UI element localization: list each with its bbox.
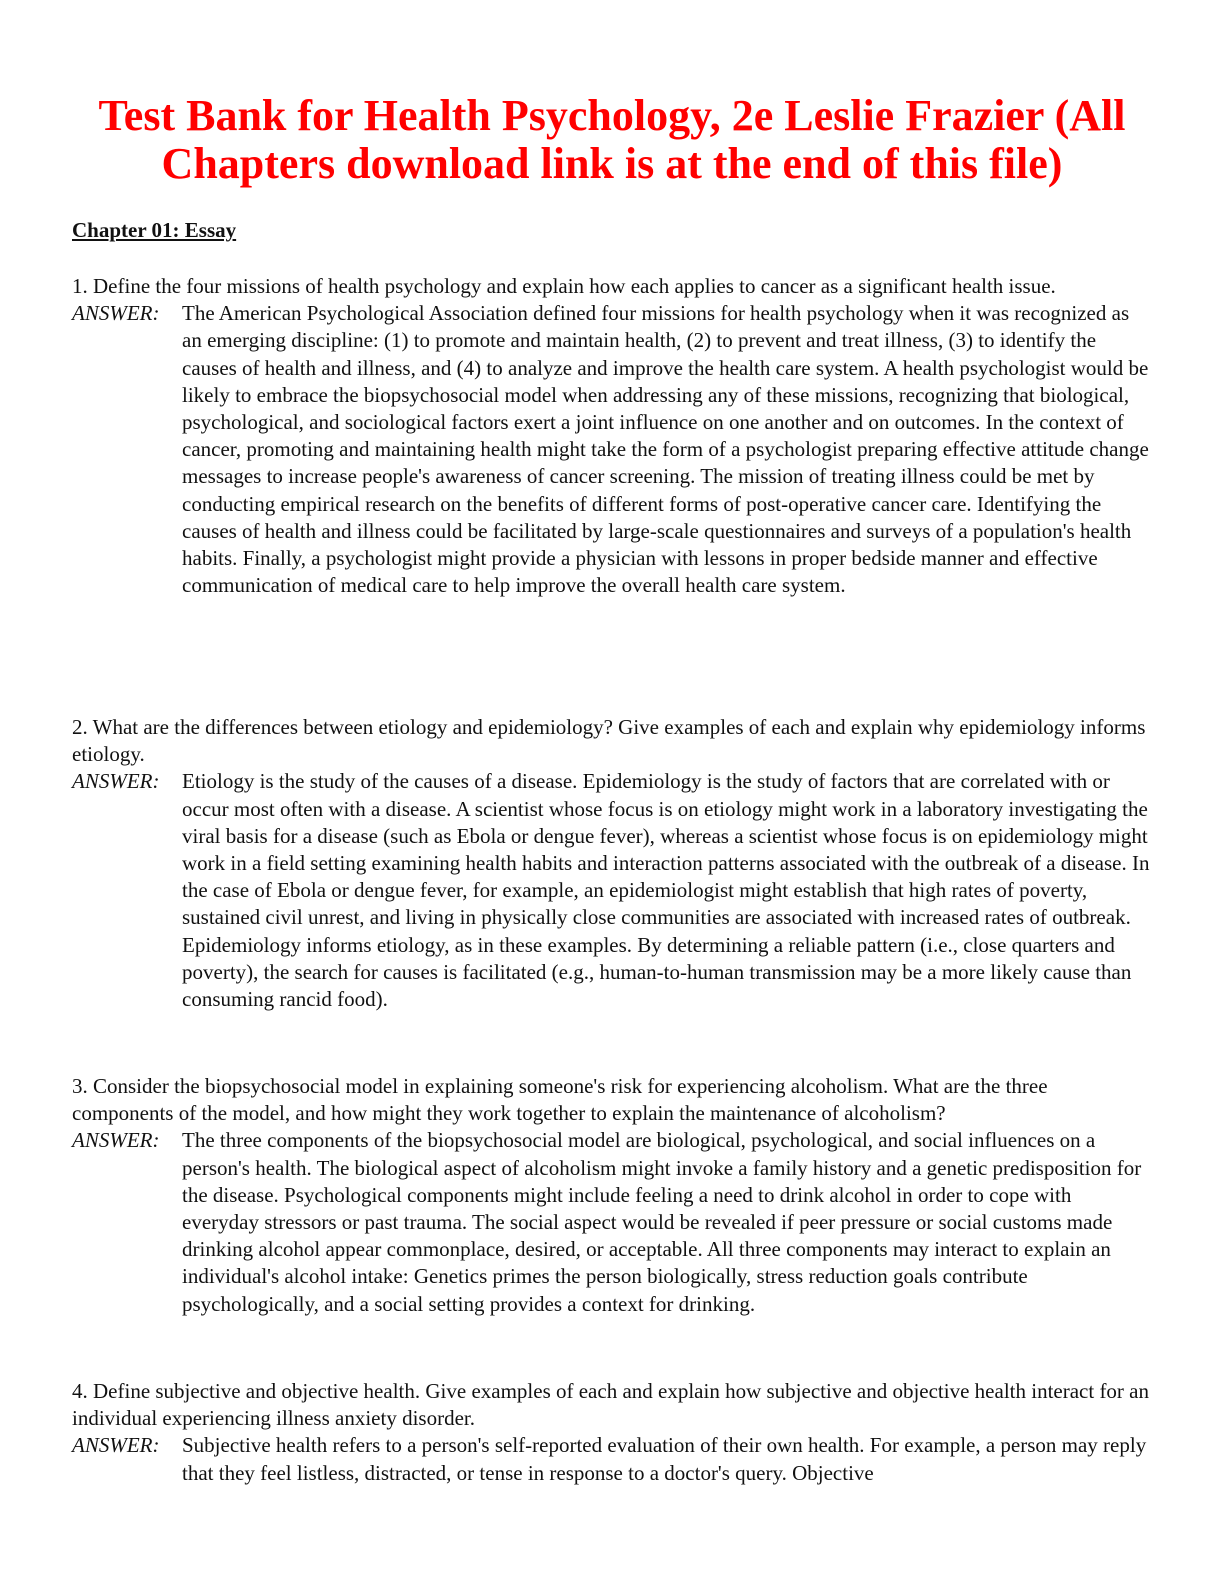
answer-label: ANSWER: [72, 1128, 160, 1153]
answer-block [72, 1127, 1152, 1317]
answer-block [72, 768, 1152, 1013]
question-text: 3. Consider the biopsychosocial model in explaining someone's risk for experiencing alcoholism. What are the three components of the model, and how might they work together to explain the maintenance of alcoholism? [72, 1074, 1048, 1126]
answer-label: ANSWER: [72, 1433, 160, 1458]
question-block-1 [72, 273, 1152, 599]
question-block-2 [72, 714, 1152, 1013]
chapter-heading: Chapter 01: Essay [72, 218, 237, 242]
question-text: 2. What are the differences between etiology and epidemiology? Give examples of each and explain why epidemiology informs etiology. [72, 715, 1146, 767]
answer-block [72, 1432, 1152, 1486]
answer-label: ANSWER: [72, 769, 160, 794]
question-block-3 [72, 1073, 1152, 1318]
question-text: 4. Define subjective and objective health. Give examples of each and explain how subjective and objective health interact for an individual experiencing illness anxiety disorder. [72, 1379, 1149, 1431]
document-title: Test Bank for Health Psychology, 2e Leslie Frazier (All Chapters download link is at the end of this file) [98, 91, 1126, 188]
answer-label: ANSWER: [72, 301, 160, 326]
question-text: 1. Define the four missions of health psychology and explain how each applies to cancer as a significant health issue. [72, 274, 1056, 298]
answer-text: Etiology is the study of the causes of a disease. Epidemiology is the study of factors that are correlated with or occur most often with a disease. A scientist whose focus is on etiology might work in a laboratory investigating the viral basis for a disease (such as Ebola or dengue fever), whereas a scientist whose focus is on epidemiology might work in a field setting examining health habits and interaction patterns associated with the outbreak of a disease. In the case of Ebola or dengue fever, for example, an epidemiologist might establish that high rates of poverty, sustained civil unrest, and living in physically close communities are associated with increased rates of outbreak. Epidemiology informs etiology, as in these examples. By determining a reliable pattern (i.e., close quarters and poverty), the search for causes is facilitated (e.g., human-to-human transmission may be a more likely cause than consuming rancid food). [182, 769, 1150, 1012]
answer-block [72, 300, 1152, 599]
question-block-4 [72, 1378, 1152, 1487]
answer-text: The American Psychological Association defined four missions for health psychology when it was recognized as an emerging discipline: (1) to promote and maintain health, (2) to prevent and treat illness, (3) to identify the causes of health and illness, and (4) to analyze and improve the health care system. A health psychologist would be likely to embrace the biopsychosocial model when addressing any of these missions, recognizing that biological, psychological, and sociological factors exert a joint influence on one another and on outcomes. In the context of cancer, promoting and maintaining health might take the form of a psychologist preparing effective attitude change messages to increase people's awareness of cancer screening. The mission of treating illness could be met by conducting empirical research on the benefits of different forms of post-operative cancer care. Identifying the causes of health and illness could be facilitated by large-scale questionnaires and surveys of a population's health habits. Finally, a psychologist might provide a physician with lessons in proper bedside manner and effective communication of medical care to help improve the overall health care system. [182, 301, 1149, 598]
answer-text: The three components of the biopsychosocial model are biological, psychological, and social influences on a person's health. The biological aspect of alcoholism might invoke a family history and a genetic predisposition for the disease. Psychological components might include feeling a need to drink alcohol in order to cope with everyday stressors or past trauma. The social aspect would be revealed if peer pressure or social customs made drinking alcohol appear commonplace, desired, or acceptable. All three components may interact to explain an individual's alcohol intake: Genetics primes the person biologically, stress reduction goals contribute psychologically, and a social setting provides a context for drinking. [182, 1128, 1142, 1316]
answer-text: Subjective health refers to a person's self-reported evaluation of their own health. For example, a person may reply that they feel listless, distracted, or tense in response to a doctor's query. Objective [182, 1433, 1147, 1485]
